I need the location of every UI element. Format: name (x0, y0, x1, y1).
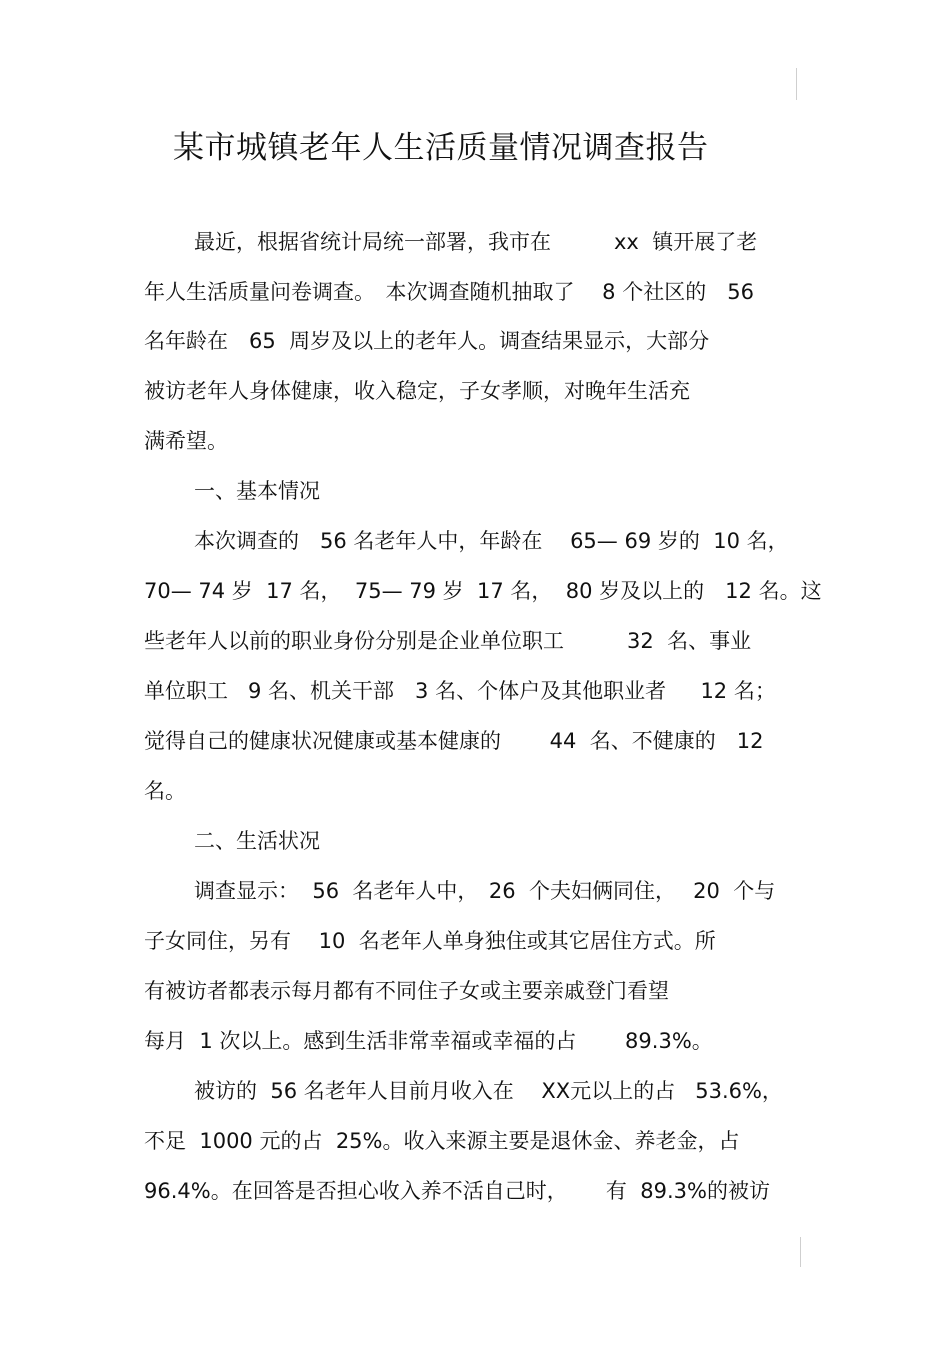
body-line: 本次调查的 56 名老年人中，年龄在 65— 69 岁的 10 名， (194, 529, 789, 553)
body-line: 96.4%。在回答是否担心收入养不活自己时， 有 89.3%的被访 (144, 1179, 770, 1203)
section-heading: 一、基本情况 (194, 479, 320, 503)
page-title: 某市城镇老年人生活质量情况调查报告 (173, 130, 709, 166)
page-edge-mark-top (796, 68, 797, 100)
body-line: 调查显示： 56 名老年人中， 26 个夫妇俩同住， 20 个与 (194, 879, 776, 903)
body-line: 些老年人以前的职业身份分别是企业单位职工 32 名、事业 (144, 629, 752, 653)
body-line: 每月 1 次以上。感到生活非常幸福或幸福的占 89.3%。 (144, 1029, 713, 1053)
body-line: 觉得自己的健康状况健康或基本健康的 44 名、不健康的 12 (144, 729, 764, 753)
body-line: 被访老年人身体健康，收入稳定，子女孝顺，对晚年生活充 (144, 379, 690, 403)
body-line: 满希望。 (144, 429, 228, 453)
body-line: 70— 74 岁 17 名， 75— 79 岁 17 名， 80 岁及以上的 12 名。这 (144, 579, 822, 603)
body-line: 名。 (144, 779, 186, 803)
body-line: 年人生活质量问卷调查。 本次调查随机抽取了 8 个社区的 56 (144, 280, 754, 304)
body-line: 被访的 56 名老年人目前月收入在 XX元以上的占 53.6%， (194, 1079, 783, 1103)
section-heading: 二、生活状况 (194, 829, 320, 853)
body-line: 子女同住，另有 10 名老年人单身独住或其它居住方式。所 (144, 929, 716, 953)
body-line: 最近，根据省统计局统一部署，我市在 xx 镇开展了老 (194, 230, 758, 254)
body-line: 有被访者都表示每月都有不同住子女或主要亲戚登门看望 (144, 979, 669, 1003)
body-line: 不足 1000 元的占 25%。收入来源主要是退休金、养老金，占 (144, 1129, 740, 1153)
page-edge-mark-bottom (800, 1237, 801, 1267)
body-line: 单位职工 9 名、机关干部 3 名、个体户及其他职业者 12 名； (144, 679, 776, 703)
body-line: 名年龄在 65 周岁及以上的老年人。调查结果显示，大部分 (144, 329, 710, 353)
